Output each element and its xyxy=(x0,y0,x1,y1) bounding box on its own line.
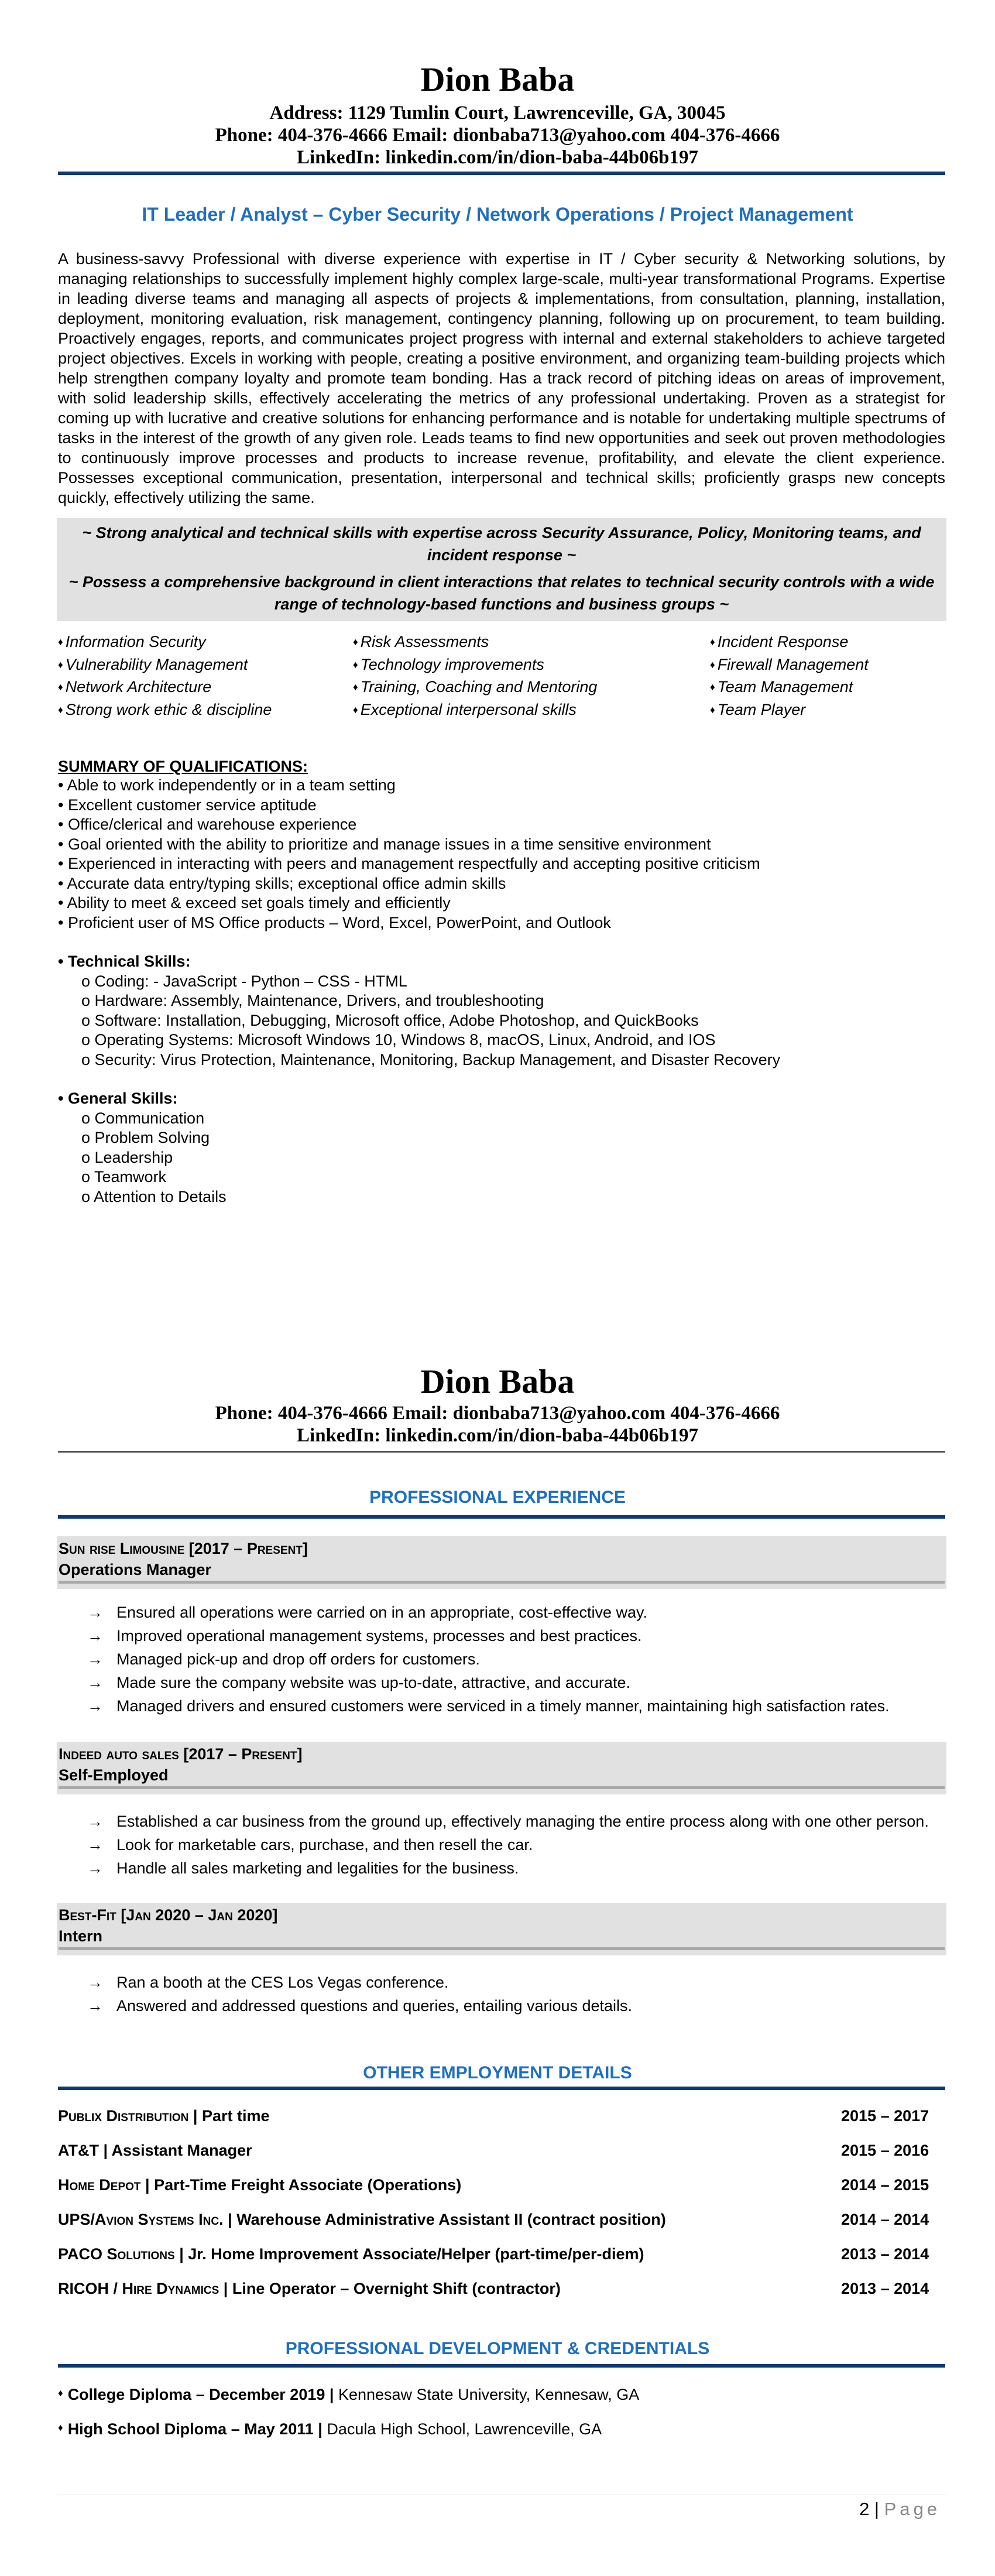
diamond-bullet-icon: ♦ xyxy=(58,2422,63,2433)
job-bullet xyxy=(87,1624,945,1647)
credential-title: College Diploma – December 2019 | xyxy=(67,2386,334,2403)
job-bullet-text: Ran a booth at the CES Los Vegas conference. xyxy=(116,1974,449,1991)
page-number-value: 2 xyxy=(859,2499,870,2519)
employment-company: RICOH / Hire Dynamics xyxy=(58,2280,219,2297)
header-divider xyxy=(58,172,945,175)
job-bullet-text: Look for marketable cars, purchase, and then resell the car. xyxy=(116,1836,533,1854)
employment-title xyxy=(58,2210,819,2229)
qualifications-title: SUMMARY OF QUALIFICATIONS: xyxy=(58,758,308,775)
section-divider xyxy=(58,2087,945,2090)
skill-item: ♦ Team Player xyxy=(710,700,944,722)
qualifications-list xyxy=(58,776,945,933)
skill-item: ♦ Incident Response xyxy=(710,632,944,655)
employment-separator: | xyxy=(223,2211,237,2228)
page-2 xyxy=(58,1363,945,2454)
arrow-icon: → xyxy=(87,1974,103,1991)
employment-dates: 2014 – 2015 xyxy=(841,2176,929,2194)
employment-company: PACO Solutions xyxy=(58,2245,175,2263)
employment-dates: 2014 – 2014 xyxy=(841,2211,929,2228)
job-bullet-text: Made sure the company website was up-to-date, attractive, and accurate. xyxy=(116,1674,630,1691)
employment-role: Part-Time Freight Associate (Operations) xyxy=(154,2176,462,2194)
job-bullet-text: Established a car business from the ground up, effectively managing the entire process along with one other person. xyxy=(116,1813,929,1830)
page-1 xyxy=(58,61,945,1207)
professional-summary: A business-savvy Professional with diverse experience with expertise in IT / Cyber security & Networking solutions, by managing relationships to successfully implement highly complex large-scale, multi-year transformational Programs. Expertise in leading diverse teams and managing all aspects of projects & implementations, from consultation, planning, installation, deployment, monitoring evaluation, risk management, contingency planning, following up on procurement, to team building. Proactively engages, reports, and communicates project progress with internal and external stakeholders to achieve targeted project objectives. Excels in working with people, creating a positive environment, and organizing team-building projects which help strengthen company loyalty and promote team bonding. Has a track record of pitching ideas on areas of improvement, with solid leadership skills, effectively accelerating the metrics of any professional undertaking. Proven as a strategist for coming up with lucrative and creative solutions for enhancing performance and is notable for undertaking multiple spectrums of tasks in the interest of the growth of any given role. Leads teams to find new opportunities and seek out proven methodologies to continuously improve processes and products to increase revenue, profitability, and elevate the client experience. Possesses exceptional communication, presentation, interpersonal and technical skills; proficiently grasps new concepts quickly, effectively utilizing the same. xyxy=(58,250,945,506)
skills-column xyxy=(710,632,944,722)
section-divider xyxy=(58,1515,945,1519)
employment-company: Publix Distribution xyxy=(58,2107,189,2125)
employment-role: Assistant Manager xyxy=(111,2142,252,2159)
arrow-icon: → xyxy=(87,1650,103,1668)
job-bullet xyxy=(87,1671,945,1694)
skill-item: ♦ Information Security xyxy=(58,632,353,655)
employment-role: Part time xyxy=(201,2107,270,2125)
employment-title xyxy=(58,2279,819,2298)
employment-separator: | xyxy=(140,2176,155,2194)
employment-role: Warehouse Administrative Assistant II (contract position) xyxy=(236,2211,666,2228)
employment-separator: | xyxy=(98,2142,112,2159)
job-company: Sun rise Limousine [2017 – Present] xyxy=(59,1540,308,1557)
qualification-item: • Experienced in interacting with peers and management respectfully and accepting positive criticism xyxy=(58,855,760,872)
employment-title xyxy=(58,2106,819,2126)
job-bullet xyxy=(87,1694,945,1718)
other-employment-heading: OTHER EMPLOYMENT DETAILS xyxy=(363,2063,632,2082)
qualification-item: • Office/clerical and warehouse experience xyxy=(58,816,357,833)
job-bullet-text: Managed pick-up and drop off orders for customers. xyxy=(116,1650,480,1668)
job-bullet-text: Answered and addressed questions and queries, entailing various details. xyxy=(116,1997,633,2015)
technical-skill-item: o Operating Systems: Microsoft Windows 10, Windows 8, macOS, Linux, Android, and IOS xyxy=(81,1031,716,1049)
credentials-list xyxy=(58,2385,945,2454)
qualification-item: • Accurate data entry/typing skills; exceptional office admin skills xyxy=(58,874,506,892)
spacer xyxy=(58,1070,945,1089)
phone-email: Phone: 404-376-4666 Email: dionbaba713@yahoo.com 404-376-4666 xyxy=(215,125,780,146)
employment-role: Jr. Home Improvement Associate/Helper (part-time/per-diem) xyxy=(188,2245,644,2263)
general-skills-list xyxy=(58,1109,945,1207)
qualification-item: • Goal oriented with the ability to prioritize and manage issues in a time sensitive environment xyxy=(58,835,711,853)
qualification-item: • Able to work independently or in a team setting xyxy=(58,776,396,794)
job-bullet xyxy=(87,1810,945,1833)
taglines-box xyxy=(57,518,946,621)
employment-dates: 2013 – 2014 xyxy=(841,2280,929,2297)
job-header xyxy=(57,1536,946,1589)
other-employment-list xyxy=(58,2106,945,2313)
job-role: Self-Employed xyxy=(59,1766,169,1784)
job-divider xyxy=(59,1947,945,1950)
employment-row xyxy=(58,2244,945,2279)
general-skill-item: o Leadership xyxy=(81,1148,173,1166)
page-number xyxy=(859,2499,941,2520)
linkedin: LinkedIn: linkedin.com/in/dion-baba-44b06b197 xyxy=(297,1425,698,1446)
skills-grid xyxy=(58,632,945,722)
qualification-item: • Excellent customer service aptitude xyxy=(58,796,317,814)
skill-item: ♦ Exceptional interpersonal skills xyxy=(353,700,710,722)
credential-place: Dacula High School, Lawrenceville, GA xyxy=(322,2420,602,2438)
spacer xyxy=(58,933,945,952)
general-skills-label: General Skills: xyxy=(67,1090,178,1107)
job-bullet xyxy=(87,1856,945,1880)
employment-separator: | xyxy=(219,2280,232,2297)
skill-item: ♦ Training, Coaching and Mentoring xyxy=(353,677,710,700)
arrow-icon: → xyxy=(87,1697,103,1715)
skill-item: ♦ Technology improvements xyxy=(353,655,710,677)
employment-dates: 2013 – 2014 xyxy=(841,2245,929,2263)
address: Address: 1129 Tumlin Court, Lawrenceville, GA, 30045 xyxy=(269,102,726,124)
job-bullet-text: Handle all sales marketing and legalities for the business. xyxy=(116,1859,519,1877)
job-bullet xyxy=(87,1601,945,1624)
qualifications-section xyxy=(58,757,945,1207)
credential-row xyxy=(58,2385,945,2419)
employment-row xyxy=(58,2210,945,2244)
arrow-icon: → xyxy=(87,1674,103,1691)
skill-item: ♦ Team Management xyxy=(710,677,944,700)
skill-item: ♦ Network Architecture xyxy=(58,677,353,700)
employment-row xyxy=(58,2175,945,2210)
arrow-icon: → xyxy=(87,1627,103,1645)
job-bullets xyxy=(87,1601,945,1718)
technical-skill-item: o Software: Installation, Debugging, Microsoft office, Adobe Photoshop, and QuickBooks xyxy=(81,1011,699,1029)
employment-dates: 2015 – 2016 xyxy=(841,2142,929,2159)
job-divider xyxy=(59,1786,945,1789)
candidate-name: Dion Baba xyxy=(420,1362,575,1400)
job-header xyxy=(57,1903,946,1955)
job-bullet-text: Improved operational management systems, processes and best practices. xyxy=(116,1627,642,1645)
job-bullet xyxy=(87,1833,945,1856)
tagline: ~ Strong analytical and technical skills with expertise across Security Assurance, Policy, Monitoring teams, and incident response ~ xyxy=(82,524,921,564)
diamond-bullet-icon: ♦ xyxy=(58,2387,63,2399)
skill-item: ♦ Vulnerability Management xyxy=(58,655,353,677)
job-bullet xyxy=(87,1994,945,2017)
arrow-icon: → xyxy=(87,1836,103,1854)
candidate-name: Dion Baba xyxy=(420,60,575,98)
technical-skills-title: • Technical Skills: xyxy=(58,953,191,970)
job-role: Intern xyxy=(59,1927,103,1945)
general-skill-item: o Attention to Details xyxy=(81,1187,227,1205)
employment-title xyxy=(58,2140,819,2160)
linkedin: LinkedIn: linkedin.com/in/dion-baba-44b06b197 xyxy=(297,147,698,168)
employment-title xyxy=(58,2244,819,2264)
arrow-icon: → xyxy=(87,1813,103,1830)
job-bullet xyxy=(87,1647,945,1671)
skills-column xyxy=(353,632,710,722)
general-skill-item: o Problem Solving xyxy=(81,1129,210,1146)
arrow-icon: → xyxy=(87,1859,103,1877)
job-company: Best-Fit [Jan 2020 – Jan 2020] xyxy=(59,1906,278,1924)
employment-row xyxy=(58,2279,945,2313)
employment-title xyxy=(58,2175,819,2195)
job-bullets xyxy=(87,1971,945,2017)
technical-skills-list xyxy=(58,972,945,1070)
job-company: Indeed auto sales [2017 – Present] xyxy=(59,1745,303,1763)
employment-role: Line Operator – Overnight Shift (contractor) xyxy=(232,2280,561,2297)
general-skills-title: • General Skills: xyxy=(58,1090,178,1107)
technical-skill-item: o Hardware: Assembly, Maintenance, Drivers, and troubleshooting xyxy=(81,992,544,1009)
job-bullet-text: Managed drivers and ensured customers were serviced in a timely manner, maintaining high satisfaction rates. xyxy=(116,1697,890,1715)
employment-row xyxy=(58,2106,945,2140)
job-divider xyxy=(59,1581,945,1584)
qualification-item: • Proficient user of MS Office products – Word, Excel, PowerPoint, and Outlook xyxy=(58,913,611,931)
credential-place: Kennesaw State University, Kennesaw, GA xyxy=(334,2386,640,2403)
credential-title: High School Diploma – May 2011 | xyxy=(67,2420,322,2438)
skill-item: ♦ Strong work ethic & discipline xyxy=(58,700,353,722)
job-bullet xyxy=(87,1971,945,1994)
section-divider xyxy=(58,2364,945,2368)
job-header xyxy=(57,1742,946,1794)
skills-column xyxy=(58,632,353,722)
skill-item: ♦ Risk Assessments xyxy=(353,632,710,655)
employment-separator: | xyxy=(188,2107,202,2125)
credentials-heading: PROFESSIONAL DEVELOPMENT & CREDENTIALS xyxy=(285,2339,710,2358)
job-bullet-text: Ensured all operations were carried on in an appropriate, cost-effective way. xyxy=(116,1604,647,1621)
arrow-icon: → xyxy=(87,1997,103,2015)
job-bullets xyxy=(87,1810,945,1880)
headline: IT Leader / Analyst – Cyber Security / Network Operations / Project Management xyxy=(142,204,853,225)
header-divider xyxy=(58,1451,945,1453)
employment-dates: 2015 – 2017 xyxy=(841,2107,929,2125)
page-label: Page xyxy=(884,2499,941,2519)
technical-skill-item: o Coding: - JavaScript - Python – CSS - HTML xyxy=(81,972,407,990)
job-role: Operations Manager xyxy=(59,1561,212,1578)
credential-row xyxy=(58,2419,945,2454)
phone-email: Phone: 404-376-4666 Email: dionbaba713@yahoo.com 404-376-4666 xyxy=(215,1403,780,1424)
qualification-item: • Ability to meet & exceed set goals timely and efficiently xyxy=(58,894,451,912)
employment-company: Home Depot xyxy=(58,2176,141,2194)
arrow-icon: → xyxy=(87,1604,103,1621)
general-skill-item: o Teamwork xyxy=(81,1168,167,1186)
employment-company: UPS/Avion Systems Inc. xyxy=(58,2211,224,2228)
skill-item: ♦ Firewall Management xyxy=(710,655,944,677)
experience-heading: PROFESSIONAL EXPERIENCE xyxy=(369,1488,626,1507)
page-number-sep: | xyxy=(869,2499,884,2519)
tagline: ~ Possess a comprehensive background in client interactions that relates to technical security controls with a wide range of technology-based functions and business groups ~ xyxy=(68,573,935,613)
technical-skill-item: o Security: Virus Protection, Maintenance, Monitoring, Backup Management, and Disaster Recovery xyxy=(81,1050,781,1068)
employment-row xyxy=(58,2140,945,2175)
employment-company: AT&T xyxy=(58,2142,99,2159)
general-skill-item: o Communication xyxy=(81,1109,205,1127)
employment-separator: | xyxy=(174,2245,188,2263)
technical-skills-label: Technical Skills: xyxy=(67,953,191,970)
